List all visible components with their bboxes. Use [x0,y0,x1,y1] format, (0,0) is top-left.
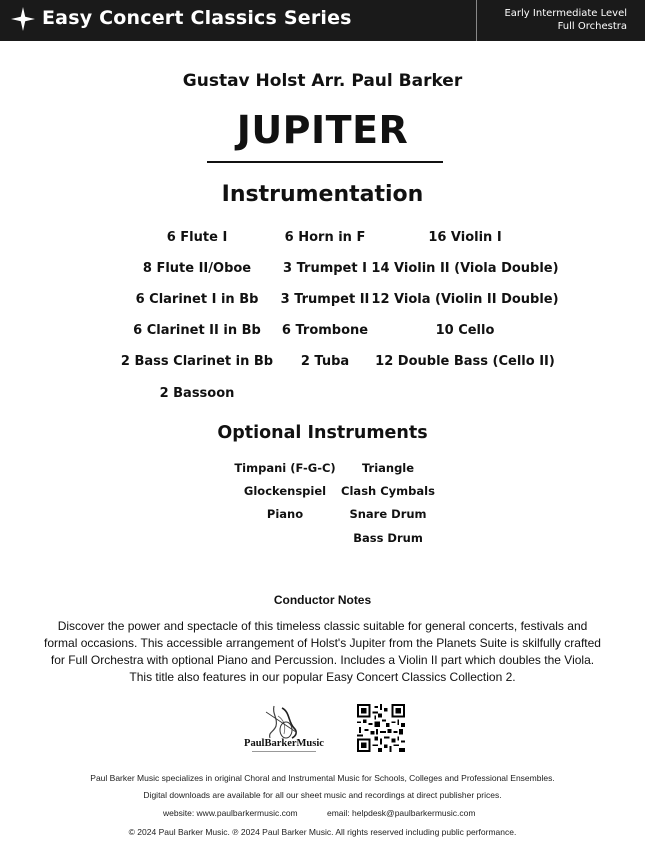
optional-instrument-item: Snare Drum [349,507,427,521]
level-info [504,7,627,33]
optional-instrument-item: Timpani (F-G-C) [234,461,336,475]
optional-instrument-item: Triangle [361,461,415,475]
conductor-notes-body: Discover the power and spectacle of this timeless classic suitable for general concerts, festivals and formal occasions. This accessible arrangement of Holst's Jupiter from the Planets Suite is skilfully crafted for Full Orchestra with optional Piano and Percussion. Includes a Violin II part which doubles the Viola. This title also features in our popular Easy Concert Classics Collection 2. [44,619,601,684]
piece-title: JUPITER [236,108,409,152]
instrument-item: 2 Bassoon [159,386,235,401]
footer-email-link[interactable]: email: helpdesk@paulbarkermusic.com [327,808,476,818]
instrument-item: 6 Clarinet I in Bb [135,292,259,307]
optional-instrument-item: Bass Drum [353,531,423,545]
logo-tagline-graphic [238,751,330,753]
instrument-item: 3 Trumpet II [280,292,370,307]
instrument-item: 16 Violin I [428,230,502,245]
instrument-item: 8 Flute II/Oboe [142,261,252,276]
instrument-item: 2 Bass Clarinet in Bb [120,354,274,369]
footer-copyright: © 2024 Paul Barker Music. ℗ 2024 Paul Barker Music. All rights reserved including public performance. [128,827,517,837]
star-icon [10,6,36,32]
title-underline [207,161,443,163]
footer-downloads: Digital downloads are available for all our sheet music and recordings at direct publisher prices. [143,790,502,800]
ensemble-line: Full Orchestra [557,21,627,32]
instrument-item: 6 Clarinet II in Bb [133,323,261,338]
logo-wordmark: PaulBarkerMusic [244,738,324,749]
instrument-item: 12 Double Bass (Cello II) [375,354,555,369]
qr-code-icon [357,704,405,752]
optional-instrument-item: Piano [266,507,304,521]
optional-instrument-item: Glockenspiel [243,484,327,498]
footer-website-link[interactable]: website: www.paulbarkermusic.com [163,808,298,818]
header-divider [476,0,477,41]
optional-instrument-item: Clash Cymbals [341,484,435,498]
instrument-item: 14 Violin II (Viola Double) [371,261,559,276]
footer-about: Paul Barker Music specializes in original Choral and Instrumental Music for Schools, Colleges and Professional Ensembles. [90,773,555,783]
optional-instruments-heading: Optional Instruments [217,423,428,443]
instrument-item: 10 Cello [435,323,495,338]
instrument-item: 6 Horn in F [284,230,366,245]
instrument-item: 6 Flute I [166,230,228,245]
instrument-item: 12 Viola (Violin II Double) [371,292,559,307]
instrument-item: 3 Trumpet I [283,261,367,276]
level-line: Early Intermediate Level [504,8,627,19]
composer-credit: Gustav Holst Arr. Paul Barker [182,71,463,91]
instrumentation-heading: Instrumentation [221,182,424,207]
series-title: Easy Concert Classics Series [42,7,352,29]
instrument-item: 6 Trombone [281,323,369,338]
instrument-item: 2 Tuba [300,354,350,369]
conductor-notes-heading: Conductor Notes [273,593,372,607]
series-header-bar [0,0,645,41]
